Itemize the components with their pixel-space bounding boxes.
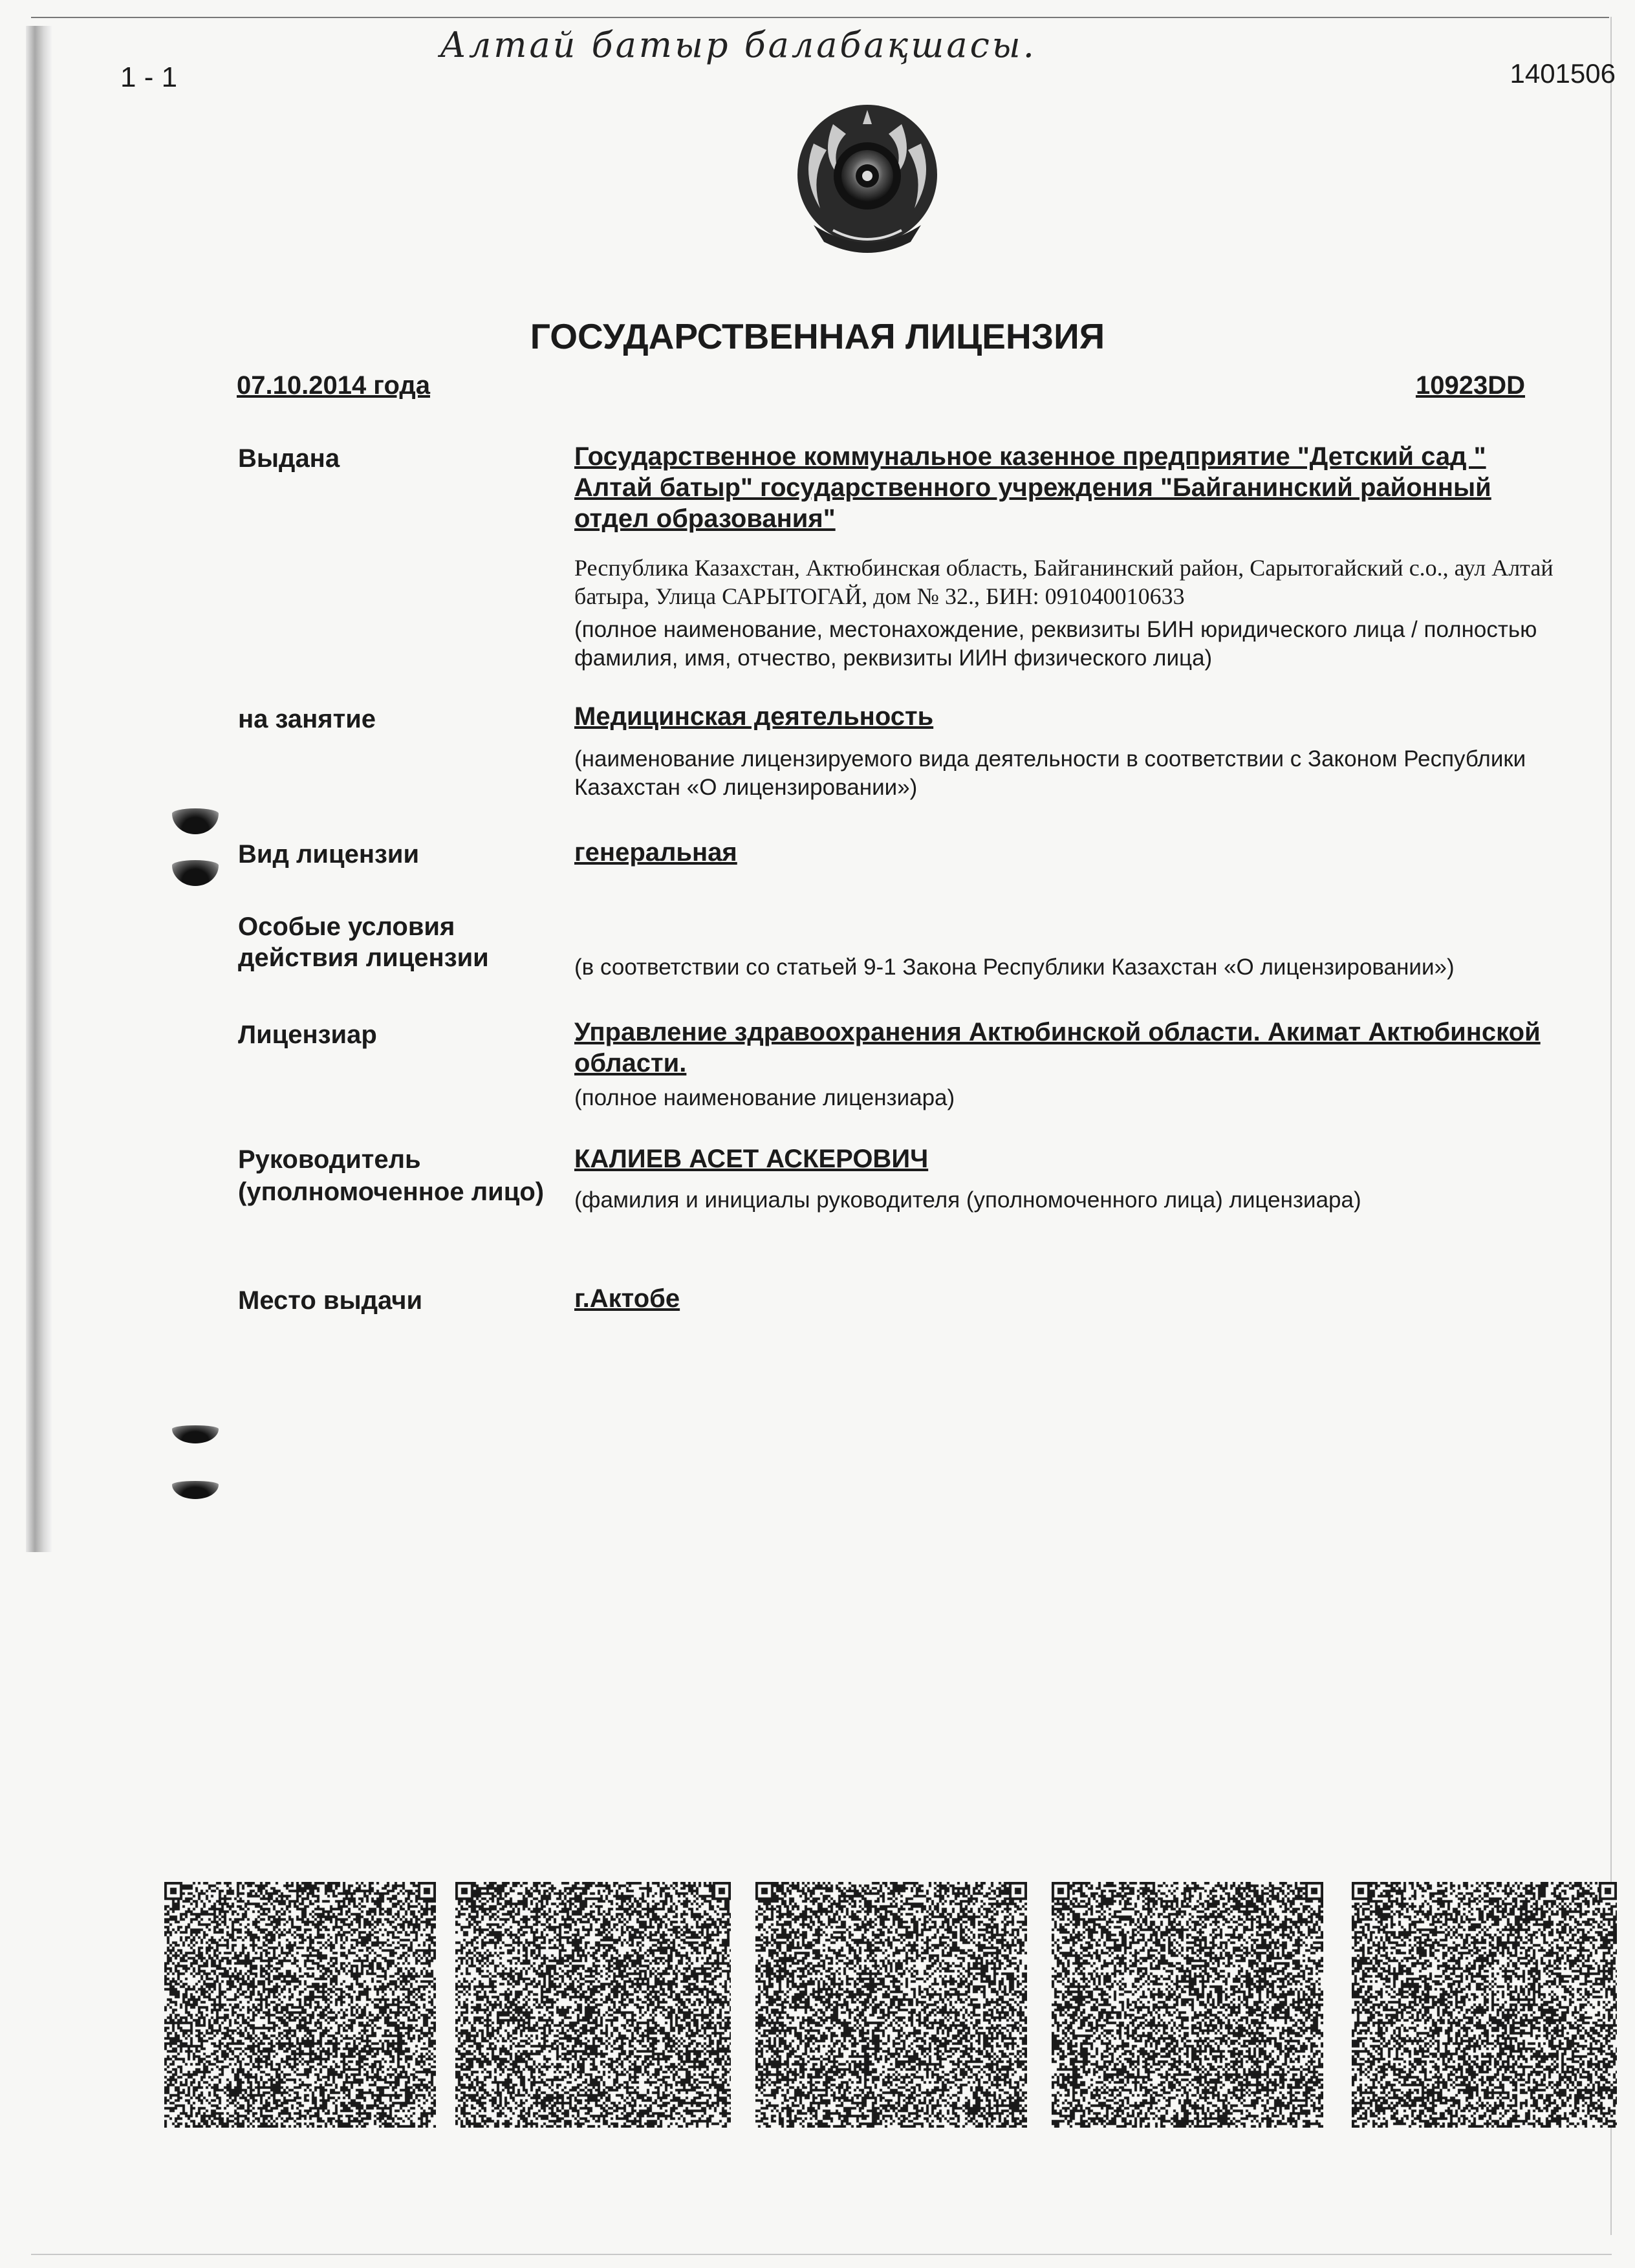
place-label: Место выдачи: [238, 1286, 423, 1315]
page-number: 1 - 1: [120, 61, 178, 93]
barcode-icon: [164, 1882, 436, 2128]
issued-to-label: Выдана: [238, 444, 340, 473]
scan-bottom-edge: [31, 2254, 1612, 2255]
barcode-icon: [1052, 1882, 1323, 2128]
punch-hole-mark: [172, 1481, 219, 1499]
barcode-icon: [1352, 1882, 1617, 2128]
special-conditions-note: (в соответствии со статьей 9-1 Закона Республики Казахстан «О лицензировании»): [574, 955, 1455, 980]
punch-hole-mark: [172, 808, 219, 834]
handwritten-note: Алтай батыр балабақшасы.: [440, 25, 1037, 65]
licensor-note: (полное наименование лицензиара): [574, 1085, 955, 1110]
special-conditions-label-line1: Особые условия: [238, 913, 455, 941]
licensor-value: Управление здравоохранения Актюбинской области. Акимат Актюбинской области.: [574, 1018, 1541, 1077]
license-type-value: генеральная: [574, 838, 737, 867]
issued-to-address: Республика Казахстан, Актюбинская область, Байганинский район, Сарытогайский с.о., аул Алтай батыра, Улица САРЫТОГАЙ, дом № 32., БИН: 091040010633: [574, 555, 1554, 609]
license-type-label: Вид лицензии: [238, 840, 420, 869]
head-value: КАЛИЕВ АСЕТ АСКЕРОВИЧ: [574, 1145, 929, 1173]
punch-hole-mark: [172, 1425, 219, 1443]
place-value: г.Актобе: [574, 1284, 680, 1313]
licensor-label: Лицензиар: [238, 1021, 377, 1049]
scan-top-edge: [31, 17, 1609, 18]
barcode-icon: [455, 1882, 731, 2128]
head-note: (фамилия и инициалы руководителя (уполномоченного лица) лицензиара): [574, 1187, 1361, 1213]
activity-label: на занятие: [238, 705, 376, 733]
head-label-line2: (уполномоченное лицо): [238, 1178, 545, 1206]
special-conditions-label-line2: действия лицензии: [238, 944, 489, 972]
barcode-icon: [755, 1882, 1027, 2128]
scan-shadow-edge: [26, 26, 52, 1552]
issued-to-note: (полное наименование, местонахождение, реквизиты БИН юридического лица / полностью фамилия, имя, отчество, реквизиты ИИН физического лица): [574, 617, 1537, 671]
punch-hole-mark: [172, 860, 219, 886]
activity-value: Медицинская деятельность: [574, 702, 934, 731]
state-emblem-icon: [775, 98, 960, 261]
issue-date: 07.10.2014 года: [237, 371, 430, 400]
document-title: ГОСУДАРСТВЕННАЯ ЛИЦЕНЗИЯ: [530, 316, 1105, 356]
activity-note: (наименование лицензируемого вида деятельности в соответствии с Законом Республики Казахстан «О лицензировании»): [574, 746, 1526, 800]
license-number: 10923DD: [1415, 371, 1525, 400]
issued-to-value: Государственное коммунальное казенное предприятие "Детский сад " Алтай батыр" государственного учреждения "Байганинский районный отдел образования": [574, 442, 1491, 533]
document-id: 1401506: [1510, 58, 1616, 89]
head-label-line1: Руководитель: [238, 1145, 421, 1174]
